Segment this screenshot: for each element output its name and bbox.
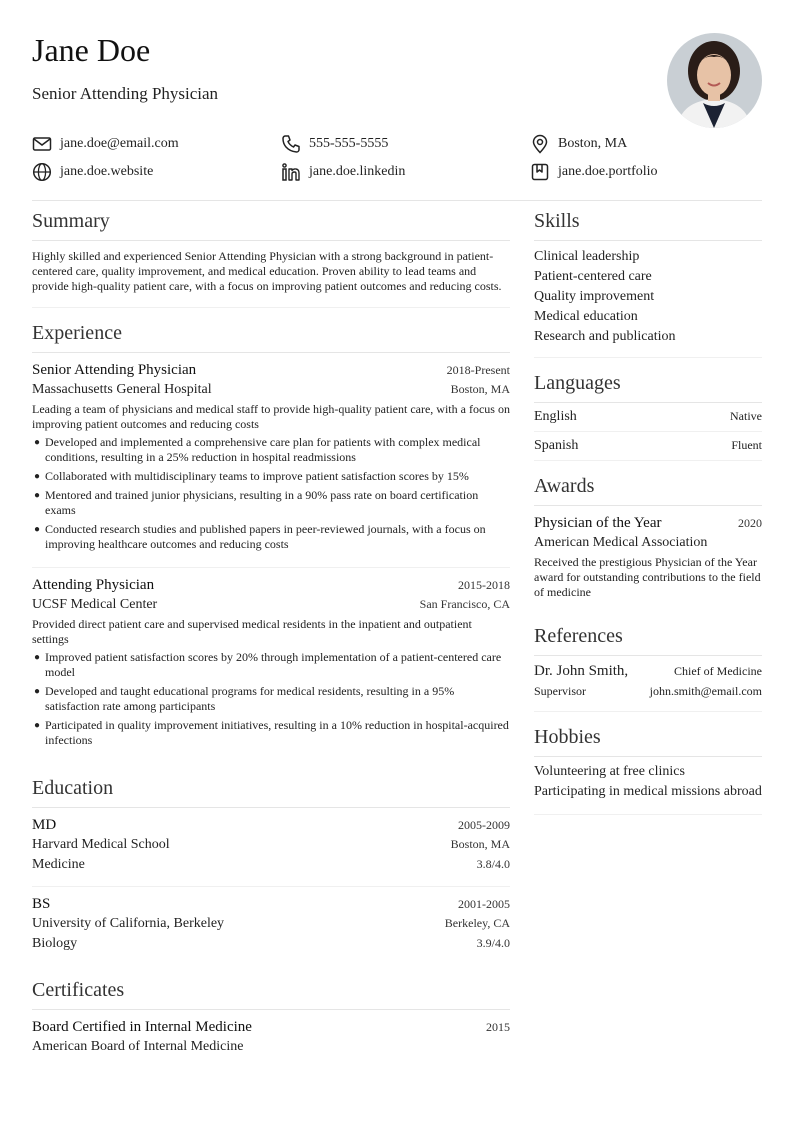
- bullet-item: ● Developed and implemented a comprehensive care plan for patients with complex medical conditions, resulting in a 25% reduction in hospital readmissions: [34, 435, 481, 464]
- bullet-item: ● Collaborated with multidisciplinary teams to improve patient satisfaction scores by 15%: [34, 469, 469, 483]
- reference-email[interactable]: john.smith@email.com: [649, 684, 762, 698]
- skill-item: Clinical leadership: [534, 249, 640, 264]
- education-heading: Education: [32, 775, 510, 808]
- degree: MD: [32, 817, 57, 833]
- education-section: [32, 775, 510, 965]
- contact-linkedin[interactable]: [281, 162, 530, 182]
- candidate-name: Jane Doe: [32, 32, 151, 68]
- job-title: Attending Physician: [32, 577, 155, 593]
- job-location: San Francisco, CA: [419, 597, 510, 611]
- bullet-item: ● Improved patient satisfaction scores by 20% through implementation of a patient-centered care model: [34, 650, 502, 679]
- award-title: Physician of the Year: [534, 515, 662, 531]
- contact-email[interactable]: [32, 134, 281, 154]
- job-bullets: [32, 435, 510, 552]
- hobbies-section: [534, 724, 762, 815]
- language-item: [534, 403, 762, 432]
- job-description: Leading a team of physicians and medical staff to provide high-quality patient care, with a focus on improving patient outcomes and reducing costs: [32, 402, 510, 431]
- awards-section: [534, 473, 762, 611]
- education-dates: 2005-2009: [458, 818, 510, 832]
- education-item: [32, 887, 510, 965]
- skill-item: Research and publication: [534, 329, 676, 344]
- certificates-heading: Certificates: [32, 977, 510, 1010]
- experience-item: [32, 568, 510, 763]
- job-location: Boston, MA: [450, 382, 510, 396]
- contact-linkedin-text: jane.doe.linkedin: [309, 164, 406, 179]
- reference-name: Dr. John Smith,: [534, 663, 629, 679]
- field-of-study: Biology: [32, 936, 78, 951]
- references-heading: References: [534, 623, 762, 656]
- job-title: Senior Attending Physician: [32, 362, 197, 378]
- skill-item: Quality improvement: [534, 289, 655, 304]
- summary-section: [32, 208, 510, 308]
- contact-portfolio[interactable]: [530, 162, 762, 182]
- header-divider: [32, 200, 762, 201]
- certificate-item: [32, 1010, 510, 1068]
- bullet-item: ● Mentored and trained junior physicians, resulting in a 90% pass rate on board certification exams: [34, 488, 479, 517]
- bullet-item: ● Developed and taught educational programs for medical residents, resulting in a 95% satisfaction rate among participants: [34, 684, 455, 713]
- contact-email-text: jane.doe@email.com: [60, 136, 179, 151]
- summary-text: Highly skilled and experienced Senior Attending Physician with a strong background in patient-centered care, quality improvement, and medical education. Proven ability to lead teams and provide high-quality patient care, with a focus on improving patient outcomes and reducing costs.: [32, 241, 510, 308]
- contact-list: [32, 134, 762, 182]
- resume-header: [32, 30, 762, 130]
- job-description: Provided direct patient care and supervised medical residents in the inpatient and outpatient settings: [32, 617, 472, 646]
- award-year: 2020: [738, 516, 762, 530]
- job-dates: 2018-Present: [446, 363, 510, 377]
- school: Harvard Medical School: [32, 837, 170, 852]
- education-location: Berkeley, CA: [444, 916, 510, 930]
- job-bullets: [32, 650, 510, 748]
- awards-heading: Awards: [534, 473, 762, 506]
- gpa: 3.8/4.0: [476, 857, 510, 871]
- award-description: Received the prestigious Physician of the Year award for outstanding contributions to the field of medicine: [534, 555, 761, 599]
- candidate-title: Senior Attending Physician: [32, 84, 219, 103]
- contact-phone[interactable]: [281, 134, 530, 154]
- contact-portfolio-text: jane.doe.portfolio: [558, 164, 658, 179]
- experience-item: [32, 353, 510, 568]
- education-location: Boston, MA: [450, 837, 510, 851]
- job-employer: UCSF Medical Center: [32, 597, 158, 612]
- certificates-section: [32, 977, 510, 1068]
- contact-location: [530, 134, 762, 154]
- contact-phone-text: 555-555-5555: [309, 136, 389, 151]
- references-section: [534, 623, 762, 712]
- skill-item: Patient-centered care: [534, 269, 652, 284]
- job-employer: Massachusetts General Hospital: [32, 382, 212, 397]
- job-dates: 2015-2018: [458, 578, 510, 592]
- skills-section: [534, 208, 762, 358]
- hobbies-heading: Hobbies: [534, 724, 762, 757]
- degree: BS: [32, 896, 51, 912]
- experience-section: [32, 320, 510, 763]
- education-item: [32, 808, 510, 887]
- side-column: [534, 208, 762, 827]
- language-name: English: [534, 409, 577, 424]
- hobby-item: Volunteering at free clinics: [534, 764, 685, 779]
- language-item: [534, 432, 762, 461]
- skills-heading: Skills: [534, 208, 762, 241]
- language-level: Fluent: [731, 438, 762, 452]
- award-item: [534, 506, 762, 611]
- language-level: Native: [730, 409, 762, 423]
- reference-position: Chief of Medicine: [674, 664, 762, 678]
- summary-heading: Summary: [32, 208, 510, 241]
- mail-icon: [32, 134, 52, 154]
- avatar: [667, 33, 762, 128]
- award-organization: American Medical Association: [534, 535, 708, 550]
- certificate-issuer: American Board of Internal Medicine: [32, 1039, 244, 1054]
- certificate-name: Board Certified in Internal Medicine: [32, 1019, 252, 1035]
- experience-heading: Experience: [32, 320, 510, 353]
- certificate-year: 2015: [486, 1020, 510, 1034]
- avatar-photo-icon: [667, 33, 762, 128]
- school: University of California, Berkeley: [32, 916, 225, 931]
- portfolio-icon: [530, 162, 550, 182]
- bullet-item: ● Participated in quality improvement initiatives, resulting in a 10% reduction in hospital-acquired infections: [34, 718, 509, 747]
- languages-heading: Languages: [534, 370, 762, 403]
- hobbies-list: [534, 757, 762, 815]
- education-dates: 2001-2005: [458, 897, 510, 911]
- contact-website-text: jane.doe.website: [60, 164, 154, 179]
- field-of-study: Medicine: [32, 857, 85, 872]
- bullet-item: ● Conducted research studies and published papers in peer-reviewed journals, with a focus on improving healthcare outcomes and reducing costs: [34, 522, 486, 551]
- contact-website[interactable]: [32, 162, 281, 182]
- gpa: 3.9/4.0: [476, 936, 510, 950]
- skills-list: [534, 241, 762, 358]
- phone-icon: [281, 134, 301, 154]
- language-name: Spanish: [534, 438, 579, 453]
- linkedin-icon: [281, 162, 301, 182]
- hobby-item: Participating in medical missions abroad: [534, 784, 762, 799]
- reference-relation: Supervisor: [534, 684, 586, 698]
- reference-item: [534, 656, 762, 712]
- languages-section: [534, 370, 762, 461]
- location-icon: [530, 134, 550, 154]
- contact-location-text: Boston, MA: [558, 136, 628, 151]
- skill-item: Medical education: [534, 309, 638, 324]
- main-column: [32, 208, 510, 1080]
- globe-icon: [32, 162, 52, 182]
